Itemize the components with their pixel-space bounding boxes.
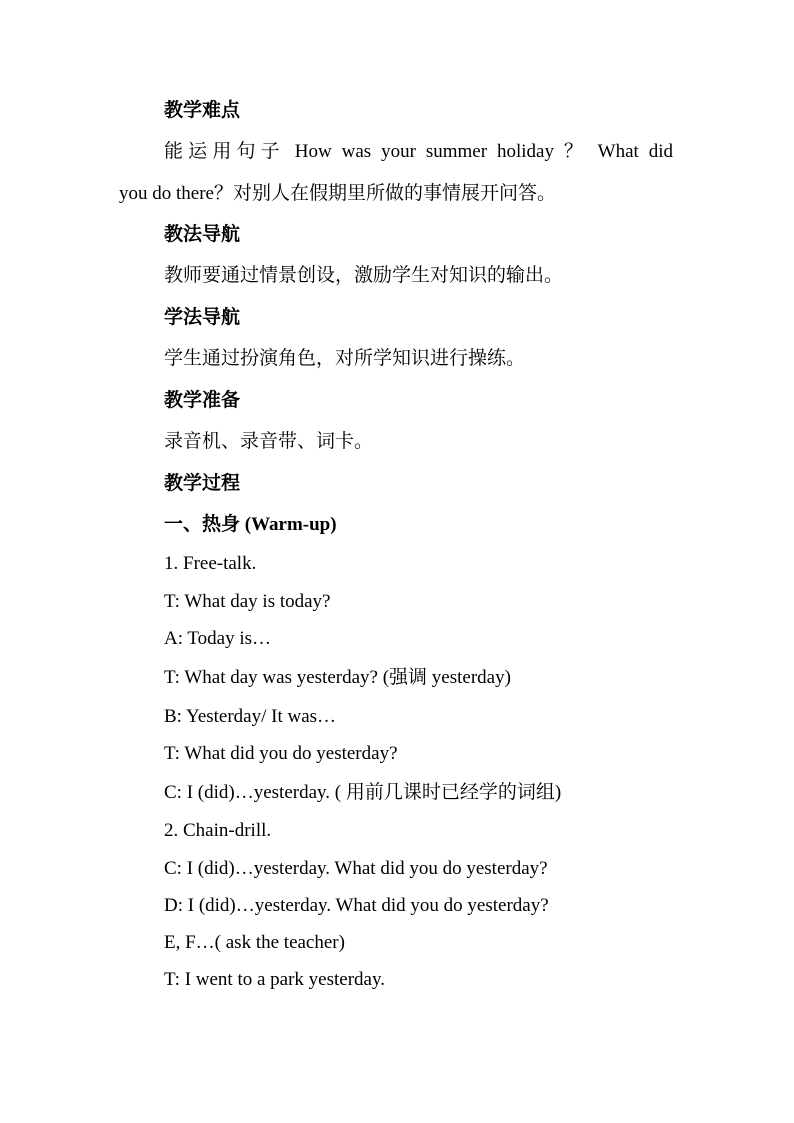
heading-learning-method: 学法导航: [164, 306, 241, 328]
process-line: E, F…( ask the teacher): [164, 932, 345, 953]
heading-teaching-method: 教法导航: [164, 223, 241, 245]
process-line: 1. Free-talk.: [164, 553, 257, 574]
process-line: B: Yesterday/ It was…: [164, 706, 337, 727]
heading-teaching-difficulties: 教学难点: [164, 99, 241, 121]
process-line: A: Today is…: [164, 628, 272, 649]
difficulties-text-line-1: 能运用句子 How was your summer holiday ？ What did: [164, 141, 673, 162]
warm-up-heading: 一、热身 (Warm-up): [164, 514, 337, 535]
learning-method-text: 学生通过扮演角色，对所学知识进行操练。: [164, 348, 526, 369]
process-line: T: What did you do yesterday?: [164, 743, 398, 764]
process-line: T: What day is today?: [164, 591, 331, 612]
heading-teaching-process: 教学过程: [164, 472, 241, 494]
process-line: T: What day was yesterday? (强调 yesterday): [164, 667, 511, 688]
process-line: 2. Chain-drill.: [164, 820, 272, 841]
preparation-text: 录音机、录音带、词卡。: [164, 431, 374, 452]
process-line: C: I (did)…yesterday. What did you do yesterday?: [164, 858, 548, 879]
process-line: C: I (did)…yesterday. ( 用前几课时已经学的词组): [164, 782, 562, 803]
difficulties-text-line-2: you do there？对别人在假期里所做的事情展开问答。: [119, 183, 556, 204]
process-line: D: I (did)…yesterday. What did you do yesterday?: [164, 895, 549, 916]
teaching-method-text: 教师要通过情景创设，激励学生对知识的输出。: [164, 265, 564, 286]
process-line: T: I went to a park yesterday.: [164, 969, 385, 990]
heading-teaching-preparation: 教学准备: [164, 389, 241, 411]
